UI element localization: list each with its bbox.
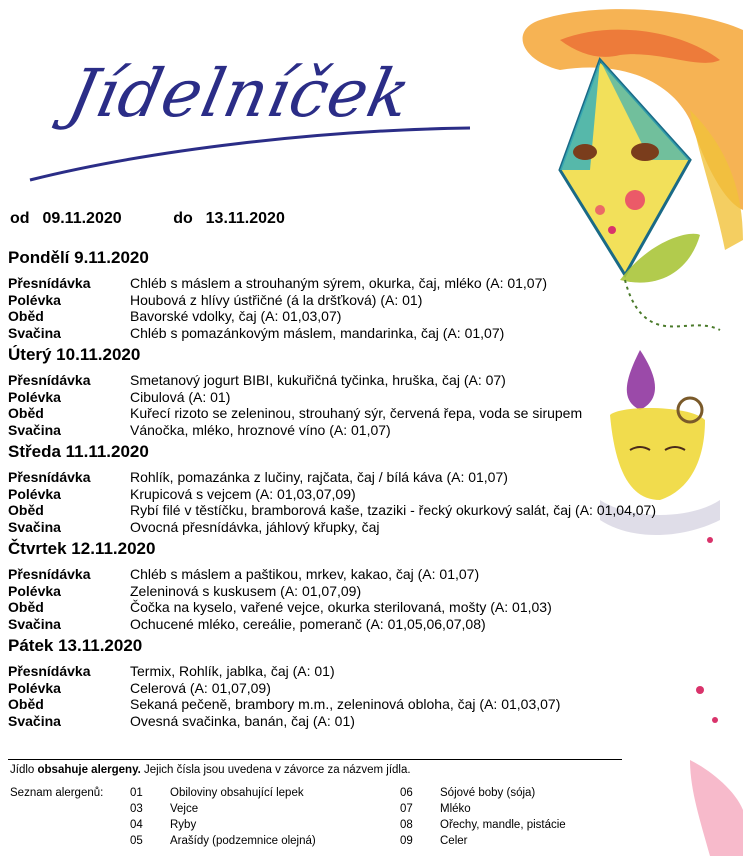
allergen-number: 09 bbox=[400, 835, 413, 847]
meal-type: Přesnídávka bbox=[8, 275, 91, 291]
allergen-item bbox=[130, 803, 198, 815]
meal-type: Oběd bbox=[8, 502, 44, 518]
meal-row bbox=[8, 616, 743, 633]
allergen-name: Obiloviny obsahující lepek bbox=[170, 787, 304, 799]
meal-row bbox=[8, 696, 743, 713]
meal-row bbox=[8, 566, 743, 583]
meal-type: Přesnídávka bbox=[8, 372, 91, 388]
meal-dish: Houbová z hlívy ústřičné (á la dršťková) (A: 01) bbox=[130, 291, 423, 308]
meal-row bbox=[8, 275, 743, 292]
allergen-name: Vejce bbox=[170, 803, 199, 815]
menu-title: Jídelníček bbox=[61, 55, 418, 132]
meal-dish: Celerová (A: 01,07,09) bbox=[130, 679, 271, 696]
day-title: Čtvrtek 12.11.2020 bbox=[8, 539, 156, 558]
allergen-number: 06 bbox=[400, 787, 413, 799]
allergen-item bbox=[130, 819, 196, 831]
meal-type: Polévka bbox=[8, 582, 61, 599]
meal-dish: Smetanový jogurt BIBI, kukuřičná tyčinka, hruška, čaj (A: 07) bbox=[130, 372, 506, 388]
meal-row bbox=[8, 663, 743, 680]
meal-type: Polévka bbox=[8, 485, 61, 502]
day-title: Úterý 10.11.2020 bbox=[8, 345, 141, 364]
menu-days bbox=[8, 248, 743, 733]
to-date: 13.11.2020 bbox=[205, 210, 285, 227]
meal-dish: Ovocná přesnídávka, jáhlový křupky, čaj bbox=[130, 518, 380, 535]
allergen-name: Ořechy, mandle, pistácie bbox=[440, 819, 566, 831]
allergen-item bbox=[130, 787, 304, 799]
divider bbox=[8, 759, 622, 760]
meal-dish: Cibulová (A: 01) bbox=[130, 388, 231, 405]
meal-dish: Krupicová s vejcem (A: 01,03,07,09) bbox=[130, 485, 356, 502]
allergen-number: 03 bbox=[130, 803, 143, 815]
day-title: Pondělí 9.11.2020 bbox=[8, 248, 149, 267]
meal-row bbox=[8, 583, 743, 600]
allergen-list-label: Seznam alergenů: bbox=[10, 787, 104, 799]
day-title: Pátek 13.11.2020 bbox=[8, 636, 143, 655]
meal-dish: Chléb s máslem a paštikou, mrkev, kakao, čaj (A: 01,07) bbox=[130, 566, 480, 582]
allergen-number: 08 bbox=[400, 819, 413, 831]
allergen-number: 04 bbox=[130, 819, 143, 831]
allergen-number: 07 bbox=[400, 803, 413, 815]
meal-dish: Sekaná pečeně, brambory m.m., zeleninová obloha, čaj (A: 01,03,07) bbox=[130, 696, 561, 712]
allergen-number: 05 bbox=[130, 835, 143, 847]
meal-dish: Rybí filé v těstíčku, bramborová kaše, tzaziki - řecký okurkový salát, čaj (A: 01,04,07) bbox=[130, 502, 656, 518]
date-range bbox=[10, 210, 285, 228]
meal-type: Svačina bbox=[8, 518, 61, 535]
meal-row bbox=[8, 405, 743, 422]
allergen-item bbox=[400, 787, 535, 799]
allergen-name: Ryby bbox=[170, 819, 197, 831]
meal-row bbox=[8, 422, 743, 439]
day-title: Středa 11.11.2020 bbox=[8, 442, 149, 461]
meal-dish: Ochucené mléko, cereálie, pomeranč (A: 01,05,06,07,08) bbox=[130, 615, 486, 632]
meal-type: Oběd bbox=[8, 405, 44, 421]
meal-row bbox=[8, 372, 743, 389]
to-label: do bbox=[173, 210, 193, 227]
day-section bbox=[8, 248, 743, 341]
meal-type: Svačina bbox=[8, 615, 61, 632]
meal-row bbox=[8, 308, 743, 325]
allergen-name: Mléko bbox=[440, 803, 471, 815]
meal-type: Svačina bbox=[8, 324, 61, 341]
meal-type: Oběd bbox=[8, 599, 44, 615]
meal-dish: Chléb s pomazánkovým máslem, mandarinka, čaj (A: 01,07) bbox=[130, 324, 505, 341]
meal-type: Přesnídávka bbox=[8, 469, 91, 485]
note-prefix: Jídlo bbox=[10, 764, 35, 776]
meal-type: Polévka bbox=[8, 679, 61, 696]
meal-type: Oběd bbox=[8, 308, 44, 324]
allergen-note bbox=[10, 764, 411, 776]
allergen-item bbox=[400, 803, 471, 815]
meal-dish: Ovesná svačinka, banán, čaj (A: 01) bbox=[130, 712, 355, 729]
meal-row bbox=[8, 486, 743, 503]
from-date: 09.11.2020 bbox=[42, 210, 122, 227]
meal-type: Polévka bbox=[8, 291, 61, 308]
from-label: od bbox=[10, 210, 30, 227]
meal-row bbox=[8, 292, 743, 309]
meal-type: Přesnídávka bbox=[8, 663, 91, 679]
meal-dish: Kuřecí rizoto se zeleninou, strouhaný sýr, červená řepa, voda se sirupem bbox=[130, 405, 583, 421]
meal-row bbox=[8, 389, 743, 406]
meal-dish: Bavorské vdolky, čaj (A: 01,03,07) bbox=[130, 308, 342, 324]
allergen-number: 01 bbox=[130, 787, 143, 799]
allergen-item bbox=[130, 835, 316, 847]
meal-dish: Čočka na kyselo, vařené vejce, okurka sterilovaná, mošty (A: 01,03) bbox=[130, 599, 552, 615]
allergen-name: Celer bbox=[440, 835, 468, 847]
meal-type: Svačina bbox=[8, 421, 61, 438]
day-section bbox=[8, 345, 743, 438]
meal-dish: Termix, Rohlík, jablka, čaj (A: 01) bbox=[130, 663, 335, 679]
meal-type: Přesnídávka bbox=[8, 566, 91, 582]
day-section bbox=[8, 442, 743, 535]
meal-row bbox=[8, 325, 743, 342]
note-suffix: Jejich čísla jsou uvedena v závorce za názvem jídla. bbox=[144, 764, 411, 776]
meal-row bbox=[8, 713, 743, 730]
meal-type: Polévka bbox=[8, 388, 61, 405]
meal-row bbox=[8, 680, 743, 697]
allergen-item bbox=[400, 819, 566, 831]
meal-row bbox=[8, 502, 743, 519]
meal-type: Svačina bbox=[8, 712, 61, 729]
allergen-item bbox=[400, 835, 467, 847]
day-section bbox=[8, 636, 743, 729]
allergen-name: Arašídy (podzemnice olejná) bbox=[170, 835, 316, 847]
allergen-name: Sójové boby (sója) bbox=[440, 787, 536, 799]
meal-dish: Rohlík, pomazánka z lučiny, rajčata, čaj / bílá káva (A: 01,07) bbox=[130, 469, 508, 485]
meal-row bbox=[8, 599, 743, 616]
day-section bbox=[8, 539, 743, 632]
meal-row bbox=[8, 519, 743, 536]
meal-type: Oběd bbox=[8, 696, 44, 712]
meal-row bbox=[8, 469, 743, 486]
meal-dish: Vánočka, mléko, hroznové víno (A: 01,07) bbox=[130, 421, 391, 438]
meal-dish: Chléb s máslem a strouhaným sýrem, okurka, čaj, mléko (A: 01,07) bbox=[130, 275, 548, 291]
note-bold: obsahuje alergeny. bbox=[37, 764, 141, 776]
meal-dish: Zeleninová s kuskusem (A: 01,07,09) bbox=[130, 582, 362, 599]
